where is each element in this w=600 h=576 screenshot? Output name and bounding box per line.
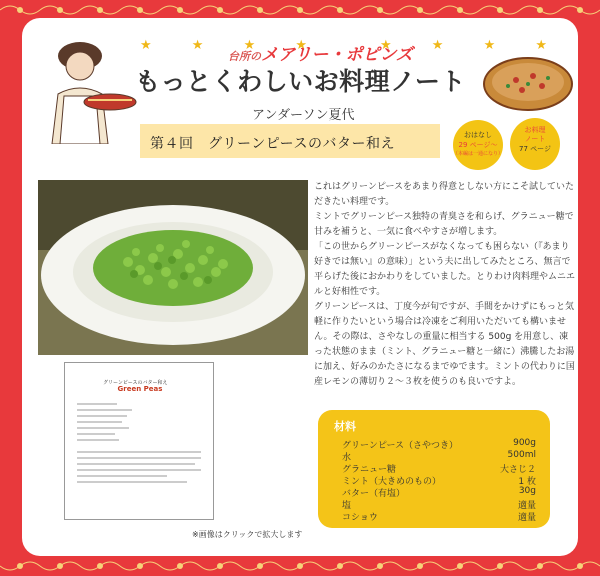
ingredient-name: 塩 [342,501,352,511]
ingredient-qty: 900g [513,438,536,448]
green-peas-photo[interactable] [38,180,308,355]
ingredient-qty: 適量 [517,513,536,523]
thumb-line [77,481,187,483]
star-decoration-left: ★ ★ ★ ★ [140,38,326,53]
badge-label: おはなし [464,131,492,139]
thumb-line [77,469,201,471]
recipe-thumbnail[interactable] [64,362,214,520]
bottom-border-ornament [0,554,600,576]
thumb-line [77,439,119,441]
body-paragraph: ミントでグリーンピース独特の青臭さを和らげ、グラニュー糖で甘みを補うと、一気に食べやすさが増します。 [314,212,574,237]
ingredient-qty: 500ml [507,450,536,460]
thumb-line [77,457,201,459]
thumb-line [77,409,132,411]
recipe-page-badge[interactable] [510,118,560,170]
body-paragraph: グリーンピースは、丁度今が旬ですが、手間をかけずにもっと気軽に作りたいという場合は冷凍をご利用いただいても構いません。その際は、さやなしの重量に相当する 500g を用意し、凍った状態のまま（ミント、グラニュー糖と一緒に）沸騰したお湯に加え、好みのかたさになるまでゆでます。ミントの代わりに国産レモンの薄切り２〜３枚を使うのも良いですよ。 [314,302,575,387]
star-decoration-right: ★ ★ ★ ★ [380,38,566,53]
article-body [314,180,576,390]
thumb-line [77,427,129,429]
badge-page: 29 ページ〜 [458,141,498,149]
thumb-line [77,421,122,423]
author-name: アンダーソン夏代 [252,108,355,123]
brand-prefix: 台所の [228,50,261,63]
ingredient-name: グリーンピース（さやつき） [342,441,459,451]
ingredients-title: 材料 [334,420,356,433]
ingredient-name: バター（有塩） [342,489,406,499]
story-page-badge[interactable] [453,120,503,170]
ingredient-qty: 適量 [517,501,536,511]
ingredient-row [342,510,536,523]
episode-title: 第４回 グリーンピースのバター和え [150,136,395,152]
page-title: もっとくわしいお料理ノート [135,67,466,96]
thumb-line [77,403,117,405]
badge-sub: （本編は一通になり） [453,151,504,157]
brand-name: メアリー・ポピンズ [261,45,413,65]
ingredient-name: グラニュー糖 [342,465,397,475]
thumb-line [77,415,127,417]
body-paragraph: 「この世からグリーンピースがなくなっても困らない（『あまり好きでは無い』の意味）」という夫に出してみたところ、無言で平らげた後におかわりをしていました。とりわけ肉料理やムニエルと好相性です。 [314,242,576,297]
ingredients-box [318,410,550,528]
thumbnail-title: グリーンピースのバター和え [103,380,168,386]
thumb-line [77,433,115,435]
mary-poppins-illustration [30,34,140,144]
body-paragraph: これはグリーンピースをあまり得意としない方にこそ試していただきたい料理です。 [314,182,575,207]
thumb-line [77,451,201,453]
thumbnail-english-title: Green Peas [117,385,163,393]
ingredient-qty: 1 枚 [518,477,536,487]
ingredient-qty: 大さじ２ [499,465,536,475]
ingredient-name: 水 [342,453,352,463]
badge-label: お料理 ノート [524,126,546,143]
thumb-line [77,463,195,465]
ingredient-name: ミント（大きめのもの） [342,477,442,487]
badge-page: 77 ページ [519,145,551,153]
ingredient-qty: 30g [518,486,536,496]
thumb-line [77,475,167,477]
ingredient-name: コショウ [342,513,378,523]
pie-illustration [478,42,578,122]
image-caption: ※画像はクリックで拡大します [192,530,303,539]
